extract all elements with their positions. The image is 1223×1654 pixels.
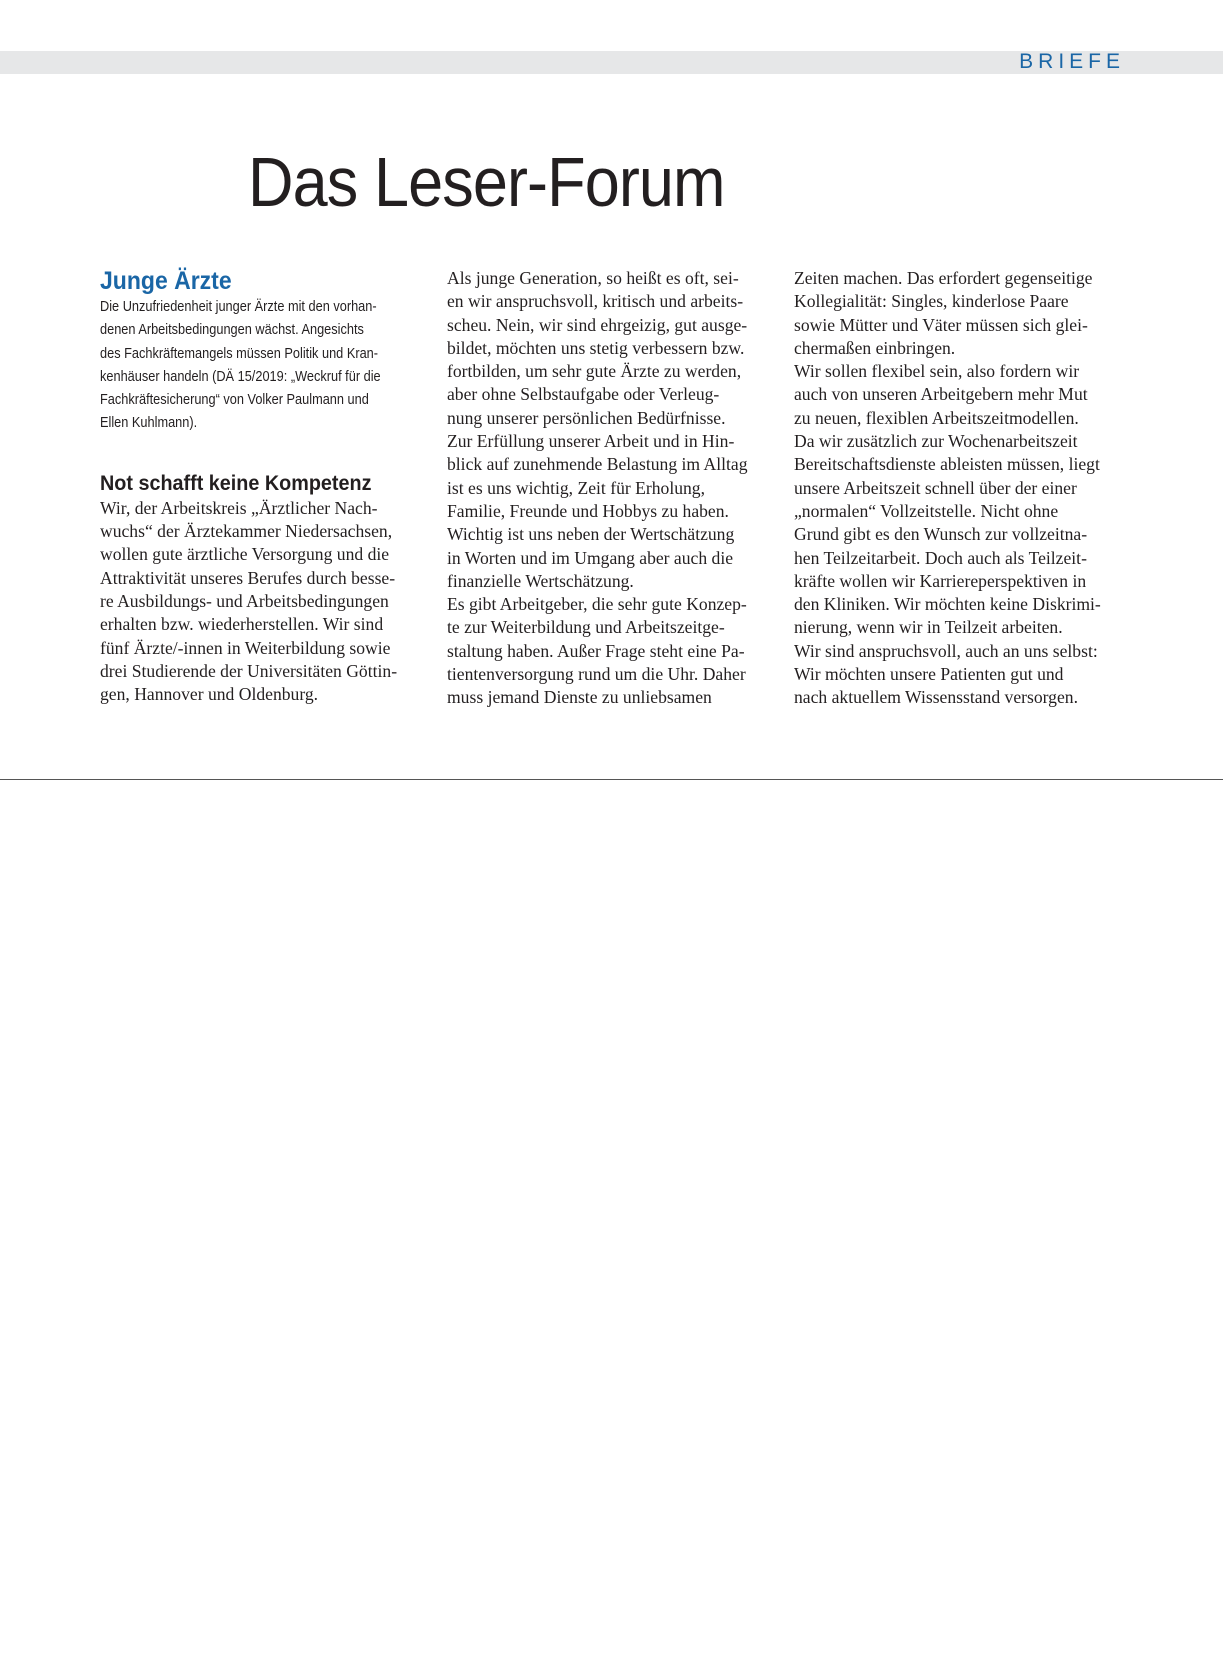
intro-line: kenhäuser handeln (DÄ 15/2019: „Weckruf für die <box>100 368 381 385</box>
text-line: Zeiten machen. Das erfordert gegenseitige <box>794 268 1093 288</box>
text-line: Bereitschaftsdienste ableisten müssen, liegt <box>794 454 1100 475</box>
text-line: Zur Erfüllung unserer Arbeit und in Hin- <box>447 431 735 452</box>
text-line: Wir sollen flexibel sein, also fordern wir <box>794 361 1080 382</box>
intro-line: Die Unzufriedenheit junger Ärzte mit den vorhan- <box>100 299 377 315</box>
text-line: bildet, möchten uns stetig verbessern bzw. <box>447 337 745 358</box>
text-line: nierung, wenn wir in Teilzeit arbeiten. <box>794 617 1063 638</box>
text-line: unsere Arbeitszeit schnell über der einer <box>794 477 1077 498</box>
letter-heading: Not schafft keine Kompetenz <box>100 470 372 495</box>
intro-line: denen Arbeitsbedingungen wächst. Angesichts <box>100 322 364 339</box>
text-line: muss jemand Dienste zu unliebsamen <box>447 687 712 708</box>
text-line: fünf Ärzte/-innen in Weiterbildung sowie <box>100 637 391 658</box>
topic-intro <box>100 296 430 436</box>
text-line: Grund gibt es den Wunsch zur vollzeitna- <box>794 524 1088 545</box>
page-title: Das Leser-Forum <box>248 143 725 221</box>
text-line: Attraktivität unseres Berufes durch besse- <box>100 567 396 588</box>
letter-text-column-1 <box>100 497 430 707</box>
text-line: Wir sind anspruchsvoll, auch an uns selbst: <box>794 640 1098 661</box>
text-line: re Ausbildungs- und Arbeitsbedingungen <box>100 590 389 611</box>
text-line: scheu. Nein, wir sind ehrgeizig, gut ausge- <box>447 314 748 335</box>
text-line: Wichtig ist uns neben der Wertschätzung <box>447 524 735 545</box>
column-1 <box>100 266 430 706</box>
text-line: te zur Weiterbildung und Arbeitszeitge- <box>447 617 725 638</box>
text-line: Wir möchten unsere Patienten gut und <box>794 664 1064 685</box>
topic-heading: Junge Ärzte <box>100 267 232 295</box>
section-label: BRIEFE <box>1019 50 1125 73</box>
intro-line: Fachkräftesicherung“ von Volker Paulmann und <box>100 392 369 409</box>
text-line: fortbilden, um sehr gute Ärzte zu werden, <box>447 361 742 382</box>
bottom-rule <box>0 779 1223 780</box>
text-line: en wir anspruchsvoll, kritisch und arbeits- <box>447 291 744 312</box>
letter-text-column-2 <box>447 267 777 710</box>
text-line: wollen gute ärztliche Versorgung und die <box>100 544 390 565</box>
text-line: in Worten und im Umgang aber auch die <box>447 547 734 568</box>
text-line: aber ohne Selbstaufgabe oder Verleug- <box>447 384 720 405</box>
text-line: drei Studierende der Universitäten Göttin- <box>100 660 398 681</box>
text-line: ist es uns wichtig, Zeit für Erholung, <box>447 477 706 498</box>
text-line: Kollegialität: Singles, kinderlose Paare <box>794 291 1069 312</box>
text-line: tientenversorgung rund um die Uhr. Daher <box>447 664 746 685</box>
text-line: auch von unseren Arbeitgebern mehr Mut <box>794 384 1088 405</box>
text-line: wuchs“ der Ärztekammer Niedersachsen, <box>100 521 393 542</box>
text-line: chermaßen einbringen. <box>794 337 956 358</box>
text-line: Wir, der Arbeitskreis „Ärztlicher Nach- <box>100 497 378 518</box>
text-line: nach aktuellem Wissensstand versorgen. <box>794 687 1078 708</box>
text-line: „normalen“ Vollzeitstelle. Nicht ohne <box>794 500 1059 521</box>
text-line: blick auf zunehmende Belastung im Alltag <box>447 454 748 475</box>
column-2 <box>447 267 777 710</box>
text-line: den Kliniken. Wir möchten keine Diskrimi- <box>794 594 1101 615</box>
text-line: Es gibt Arbeitgeber, die sehr gute Konzep- <box>447 594 747 615</box>
intro-line: Ellen Kuhlmann). <box>100 415 198 432</box>
letter-text-column-3 <box>794 267 1124 710</box>
text-line: Als junge Generation, so heißt es oft, sei- <box>447 268 739 288</box>
text-line: kräfte wollen wir Karriereperspektiven in <box>794 570 1087 591</box>
intro-line: des Fachkräftemangels müssen Politik und Kran- <box>100 345 379 362</box>
text-line: Da wir zusätzlich zur Wochenarbeitszeit <box>794 431 1078 452</box>
text-line: hen Teilzeitarbeit. Doch auch als Teilzeit- <box>794 547 1087 568</box>
text-line: staltung haben. Außer Frage steht eine Pa- <box>447 640 745 661</box>
text-line: nung unserer persönlichen Bedürfnisse. <box>447 407 726 428</box>
text-line: finanzielle Wertschätzung. <box>447 570 634 591</box>
text-line: zu neuen, flexiblen Arbeitszeitmodellen. <box>794 407 1079 428</box>
text-line: Familie, Freunde und Hobbys zu haben. <box>447 500 729 521</box>
text-line: gen, Hannover und Oldenburg. <box>100 684 319 705</box>
text-line: erhalten bzw. wiederherstellen. Wir sind <box>100 614 384 635</box>
text-line: sowie Mütter und Väter müssen sich glei- <box>794 314 1088 335</box>
column-3 <box>794 267 1124 710</box>
